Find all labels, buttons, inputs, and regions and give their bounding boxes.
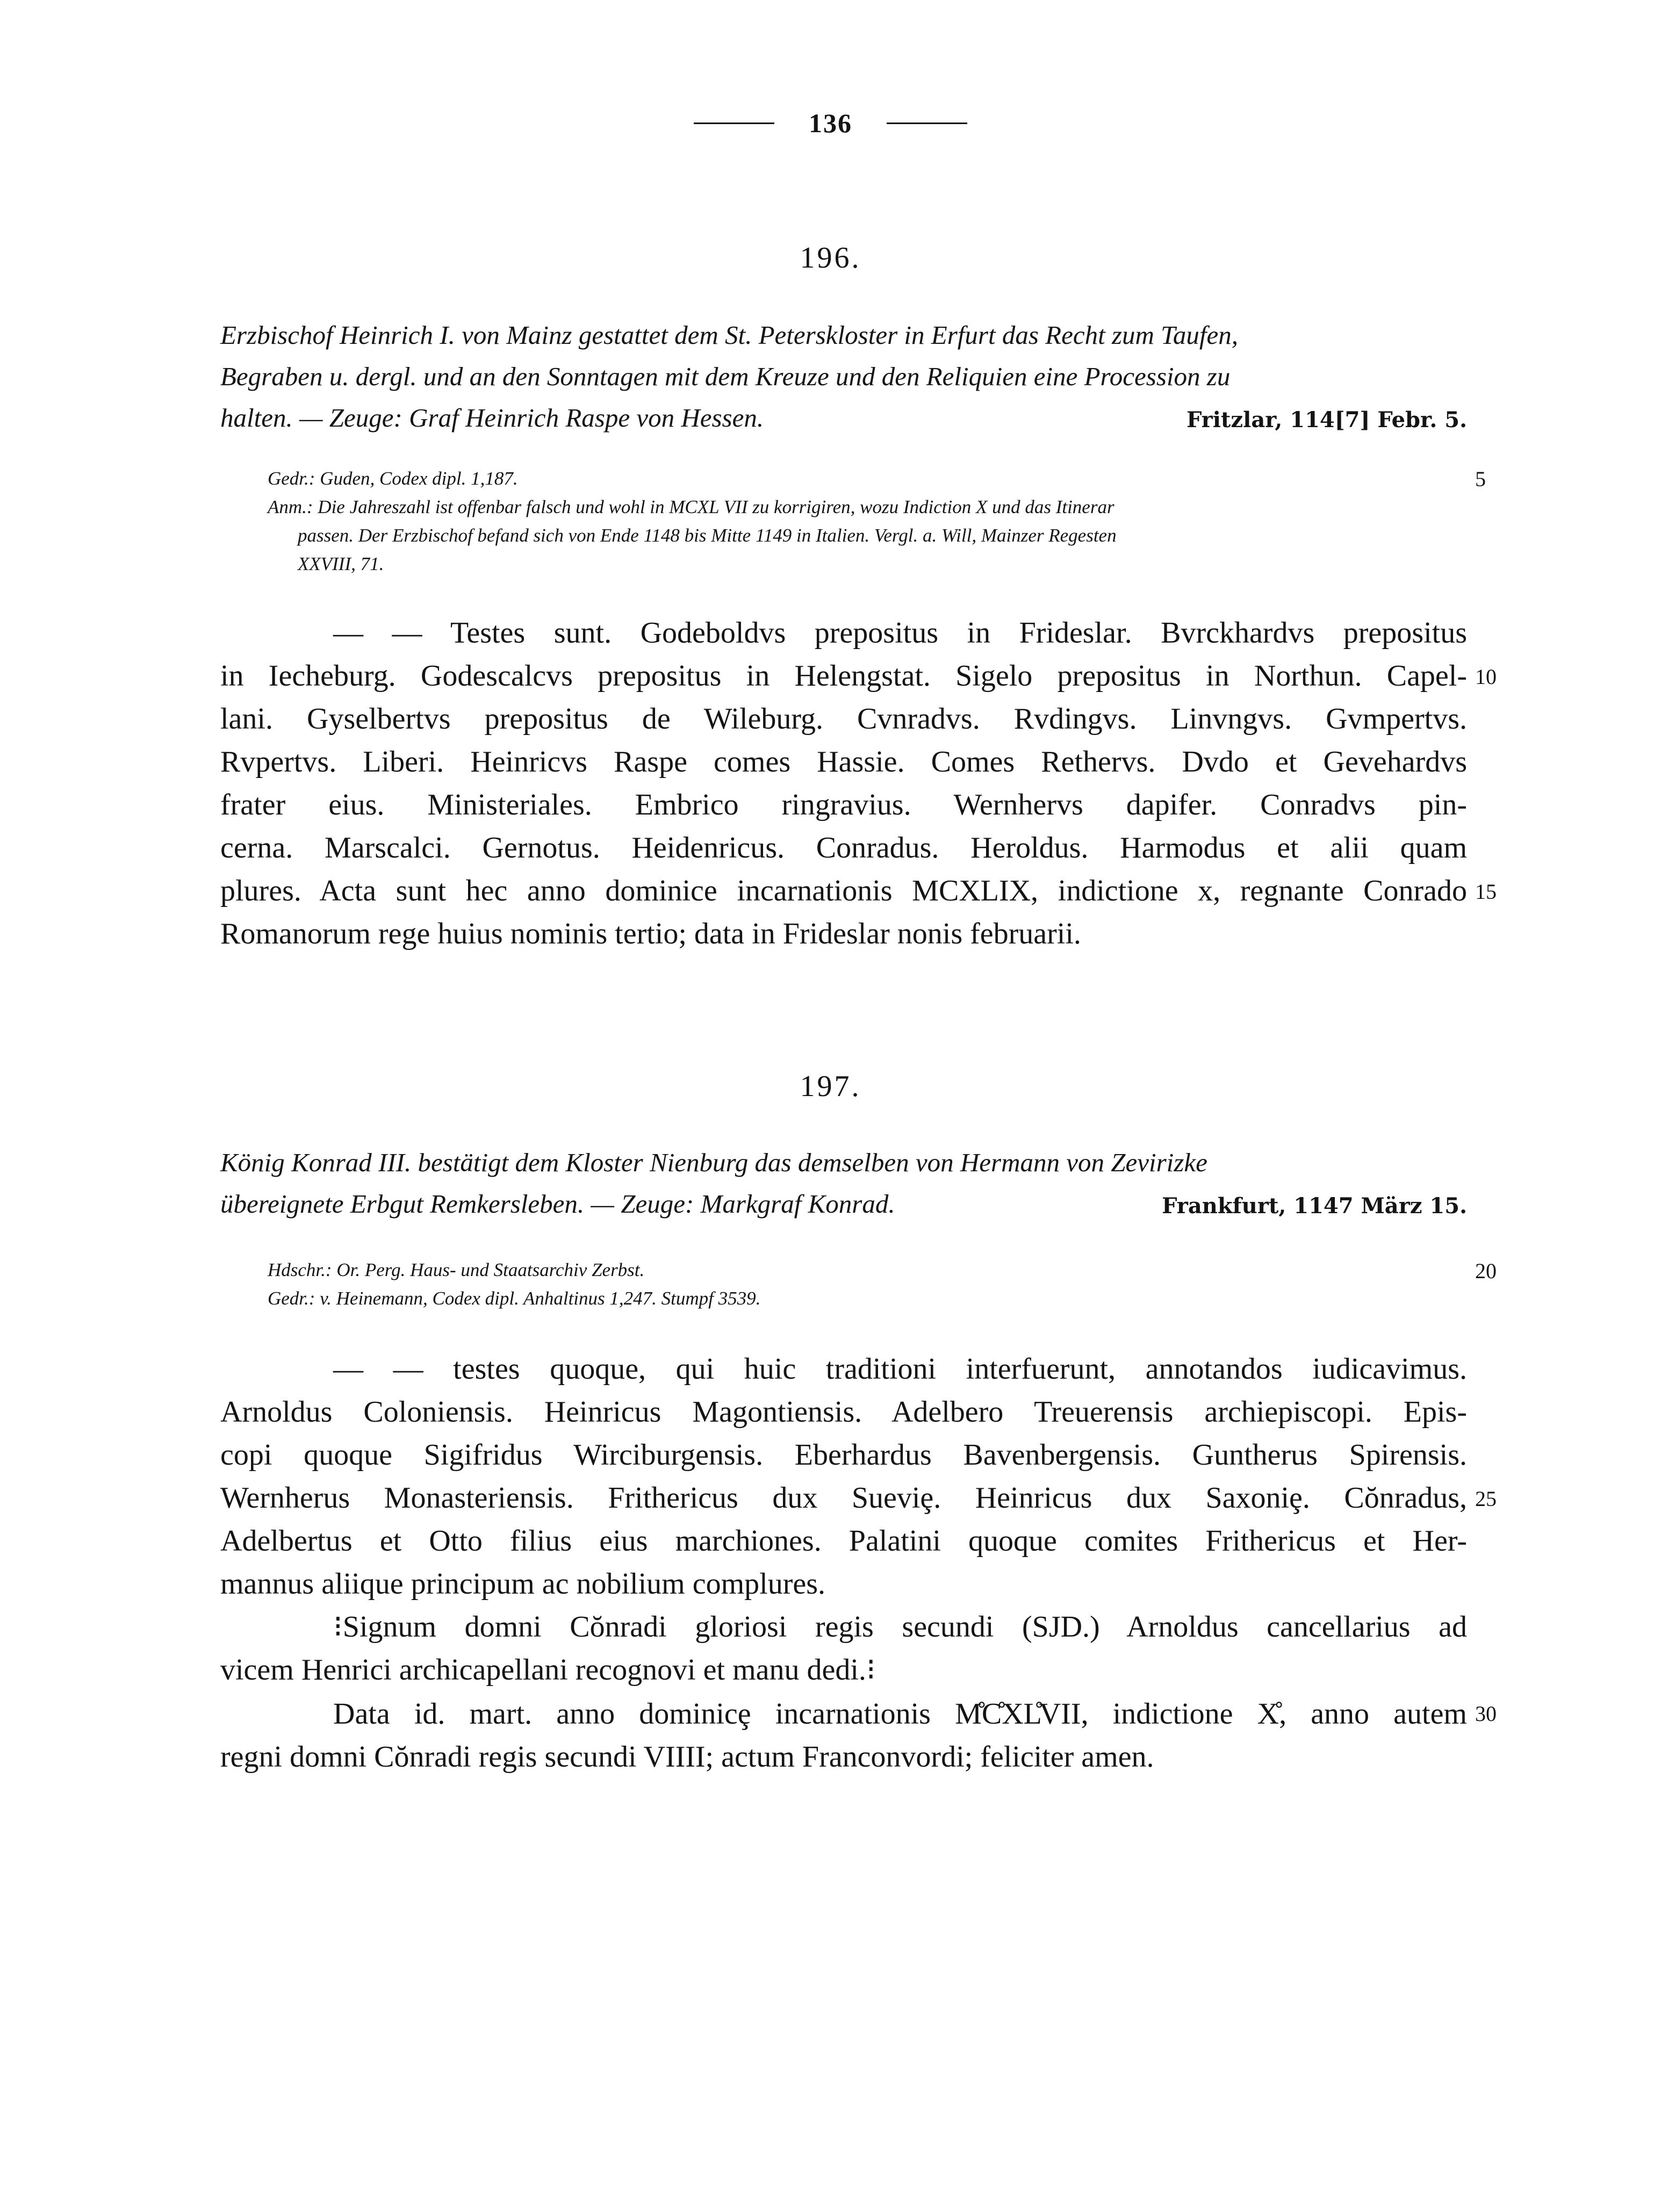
text-line: lani. Gyselbertvs prepositus de Wileburg. Cvnradvs. Rvdingvs. Linvngvs. Gvmpertvs. — [220, 702, 1467, 736]
header-dash-left — [694, 123, 774, 124]
page-number: 136 — [809, 108, 852, 138]
line-number: 25 — [1475, 1487, 1497, 1511]
note-remark: Anm.: Die Jahreszahl ist offenbar falsch und wohl in MCXL VII zu korrigiren, wozu Indiction X und das Itinerar — [268, 496, 1114, 517]
text-line: Romanorum rege huius nominis tertio; data in Frideslar nonis februarii. — [220, 917, 1081, 950]
regest-line: Erzbischof Heinrich I. von Mainz gestattet dem St. Peterskloster in Erfurt das Recht zum Taufen, — [220, 320, 1239, 350]
text-line: copi quoque Sigifridus Wirciburgensis. Eberhardus Bavenbergensis. Guntherus Spirensis. — [220, 1438, 1467, 1472]
doc-197-number: 197. — [800, 1070, 861, 1103]
text-line: regni domni Cŏnradi regis secundi VIIII; actum Franconvordi; feliciter amen. — [220, 1740, 1154, 1774]
text-line: plures. Acta sunt hec anno dominice incarnationis MCXLIX, indictione x, regnante Conrado — [220, 874, 1467, 907]
doc-197-place-date: Frankfurt, 1147 März 15. — [1162, 1193, 1467, 1219]
note-remark-cont: XXVIII, 71. — [298, 553, 384, 574]
line-number: 20 — [1475, 1259, 1497, 1283]
regest-line: Begraben u. dergl. und an den Sonntagen mit dem Kreuze und den Reliquien eine Procession zu — [220, 362, 1231, 391]
text-line: — — Testes sunt. Godeboldvs prepositus in Frideslar. Bvrckhardvs prepositus — [333, 616, 1467, 650]
text-line: Wernherus Monasteriensis. Frithericus dux Sueviȩ. Heinricus dux Saxoniȩ. Cŏnradus, — [220, 1481, 1467, 1515]
note-printed: Gedr.: Guden, Codex dipl. 1,187. — [268, 468, 518, 489]
doc-196-number: 196. — [800, 241, 861, 275]
regest-line-last: Fritzlar, 114[7] Febr. 5. halten. — Zeuge: Graf Heinrich Raspe von Hessen. — [220, 397, 1467, 438]
text-line: — — testes quoque, qui huic traditioni interfuerunt, annotandos iudicavimus. — [333, 1352, 1467, 1386]
doc-197-regest — [220, 1142, 1467, 1227]
regest-line-last: Frankfurt, 1147 März 15. übereignete Erbgut Remkersleben. — Zeuge: Markgraf Konrad. — [220, 1183, 1467, 1224]
note-remark-cont: passen. Der Erzbischof befand sich von Ende 1148 bis Mitte 1149 in Italien. Vergl. a. Will, Mainzer Regesten — [298, 525, 1117, 546]
note-manuscript: Hdschr.: Or. Perg. Haus- und Staatsarchiv Zerbst. — [268, 1259, 645, 1280]
regest-line: König Konrad III. bestätigt dem Kloster Nienburg das demselben von Hermann von Zevirizke — [220, 1148, 1207, 1177]
text-line: frater eius. Ministeriales. Embrico ringravius. Wernhervs dapifer. Conradvs pin- — [220, 788, 1467, 822]
doc-197-notes — [268, 1256, 1466, 1313]
text-line: Adelbertus et Otto filius eius marchiones. Palatini quoque comites Frithericus et Her- — [220, 1524, 1467, 1558]
text-line: Rvpertvs. Liberi. Heinricvs Raspe comes Hassie. Comes Rethervs. Dvdo et Gevehardvs — [220, 745, 1467, 779]
text-line: ⁝Signum domni Cŏnradi gloriosi regis secundi (SJD.) Arnoldus cancellarius ad — [333, 1610, 1467, 1644]
doc-196-place-date: Fritzlar, 114[7] Febr. 5. — [1186, 407, 1467, 433]
doc-196-notes — [268, 464, 1466, 578]
note-printed: Gedr.: v. Heinemann, Codex dipl. Anhaltinus 1,247. Stumpf 3539. — [268, 1288, 761, 1309]
text-line: cerna. Marscalci. Gernotus. Heidenricus. Conradus. Heroldus. Harmodus et alii quam — [220, 831, 1467, 864]
text-line: vicem Henrici archicapellani recognovi et manu dedi.⁝ — [220, 1653, 876, 1687]
header-dash-right — [887, 123, 967, 124]
line-number: 15 — [1475, 880, 1497, 904]
line-number: 10 — [1475, 665, 1497, 689]
doc-196-regest — [220, 314, 1467, 441]
text-line: Data id. mart. anno dominicȩ incarnationis M̊C̊XL̊VII, indictione X̊, anno autem — [333, 1697, 1467, 1731]
text-line: Arnoldus Coloniensis. Heinricus Magontiensis. Adelbero Treuerensis archiepiscopi. Epis- — [220, 1395, 1467, 1429]
line-number: 5 — [1475, 467, 1486, 491]
page-header — [0, 107, 1661, 139]
line-number: 30 — [1475, 1702, 1497, 1726]
text-line: mannus aliique principum ac nobilium complures. — [220, 1567, 825, 1601]
text-line: in Iecheburg. Godescalcvs prepositus in Helengstat. Sigelo prepositus in Northun. Capel- — [220, 659, 1467, 693]
